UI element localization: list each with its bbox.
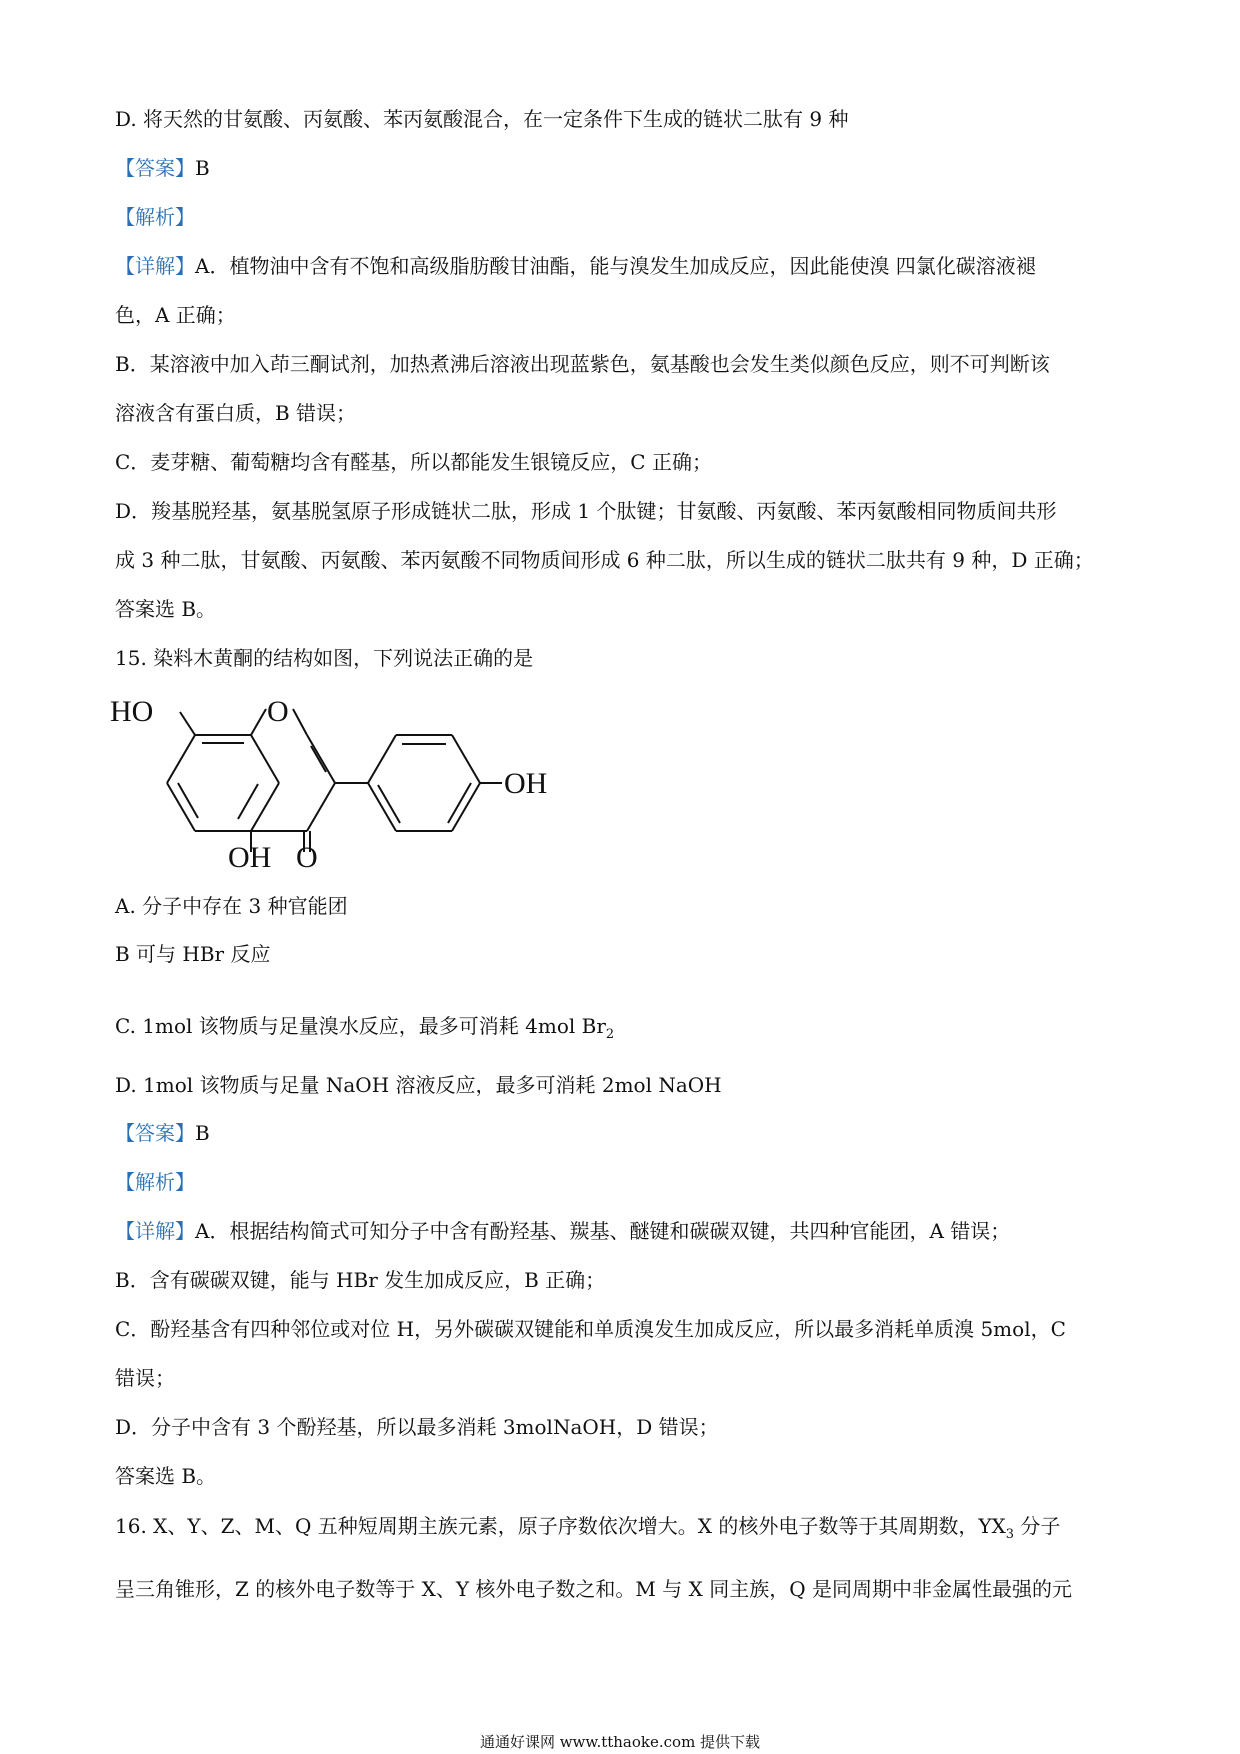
- prev-option-d: D. 将天然的甘氨酸、丙氨酸、苯丙氨酸混合，在一定条件下生成的链状二肽有 9 种: [115, 107, 849, 131]
- q15-stem: 15. 染料木黄酮的结构如图，下列说法正确的是: [115, 646, 534, 670]
- q14-detail-b-line1: B．某溶液中加入茚三酮试剂，加热煮沸后溶液出现蓝紫色，氨基酸也会发生类似颜色反应，则不可判断该: [115, 352, 1050, 376]
- q14-answer: [115, 154, 210, 182]
- detail-text: A．根据结构简式可知分子中含有酚羟基、羰基、醚键和碳碳双键，共四种官能团，A 错误；: [195, 1219, 1011, 1243]
- answer-value: B: [195, 156, 210, 180]
- answer-tag: 【答案】: [115, 1121, 195, 1145]
- label-o-ring: O: [267, 695, 289, 728]
- q16-line1-after: 分子: [1014, 1514, 1061, 1538]
- q16-line1-text: 16. X、Y、Z、M、Q 五种短周期主族元素，原子序数依次增大。X 的核外电子数等于其周期数，YX: [115, 1514, 1006, 1538]
- q15-option-c: [115, 1012, 614, 1049]
- q16-line1-sub: 3: [1005, 1527, 1015, 1542]
- q14-detail-a-line2: 色，A 正确；: [115, 303, 236, 327]
- label-oh-right: OH: [504, 767, 548, 800]
- q15-detail-b: B．含有碳碳双键，能与 HBr 发生加成反应，B 正确；: [115, 1268, 606, 1292]
- q15-option-b: B 可与 HBr 反应: [115, 942, 271, 966]
- detail-tag: 【详解】: [115, 254, 195, 278]
- q15-option-d: D. 1mol 该物质与足量 NaOH 溶液反应，最多可消耗 2mol NaOH: [115, 1073, 722, 1097]
- answer-value: B: [195, 1121, 210, 1145]
- detail-text: A．植物油中含有不饱和高级脂肪酸甘油酯，能与溴发生加成反应，因此能使溴 四氯化碳溶液褪: [195, 254, 1036, 278]
- q16-line1: [115, 1512, 1060, 1549]
- q15-detail-d: D．分子中含有 3 个酚羟基，所以最多消耗 3molNaOH，D 错误；: [115, 1415, 719, 1439]
- structure-bonds: [167, 709, 502, 852]
- answer-tag: 【答案】: [115, 156, 195, 180]
- q14-conclusion: 答案选 B。: [115, 597, 217, 621]
- option-c-sub: 2: [605, 1027, 615, 1042]
- detail-tag: 【详解】: [115, 1219, 195, 1243]
- q14-detail-a-line1: [115, 252, 1036, 280]
- q15-detail-c-line2: 错误；: [115, 1366, 175, 1390]
- q15-analysis-tag: 【解析】: [115, 1170, 195, 1194]
- q15-conclusion: 答案选 B。: [115, 1464, 217, 1488]
- q14-detail-d-line1: D．羧基脱羟基，氨基脱氢原子形成链状二肽，形成 1 个肽键；甘氨酸、丙氨酸、苯丙氨酸相同物质间共形: [115, 499, 1057, 523]
- q14-detail-c: C．麦芽糖、葡萄糖均含有醛基，所以都能发生银镜反应，C 正确；: [115, 450, 712, 474]
- label-o-carbonyl: O: [296, 841, 318, 870]
- label-ho-left: HO: [110, 695, 154, 728]
- page-footer: 通通好课网 www.tthaoke.com 提供下载: [479, 1733, 761, 1751]
- q15-answer: [115, 1119, 210, 1147]
- genistein-structure: [110, 692, 550, 870]
- q15-detail-a: [115, 1217, 1010, 1245]
- q14-analysis-tag: 【解析】: [115, 205, 195, 229]
- q14-detail-d-line2: 成 3 种二肽，甘氨酸、丙氨酸、苯丙氨酸不同物质间形成 6 种二肽，所以生成的链状二肽共有 9 种，D 正确；: [115, 548, 1094, 572]
- q16-line2: 呈三角锥形，Z 的核外电子数等于 X、Y 核外电子数之和。M 与 X 同主族，Q 是同周期中非金属性最强的元: [115, 1577, 1072, 1601]
- q14-detail-b-line2: 溶液含有蛋白质，B 错误；: [115, 401, 357, 425]
- q15-option-a: A. 分子中存在 3 种官能团: [115, 894, 348, 918]
- q15-detail-c-line1: C．酚羟基含有四种邻位或对位 H，另外碳碳双键能和单质溴发生加成反应，所以最多消耗单质溴 5mol，C: [115, 1317, 1066, 1341]
- option-c-text: C. 1mol 该物质与足量溴水反应，最多可消耗 4mol Br: [115, 1014, 606, 1038]
- label-oh-bottom: OH: [228, 841, 272, 870]
